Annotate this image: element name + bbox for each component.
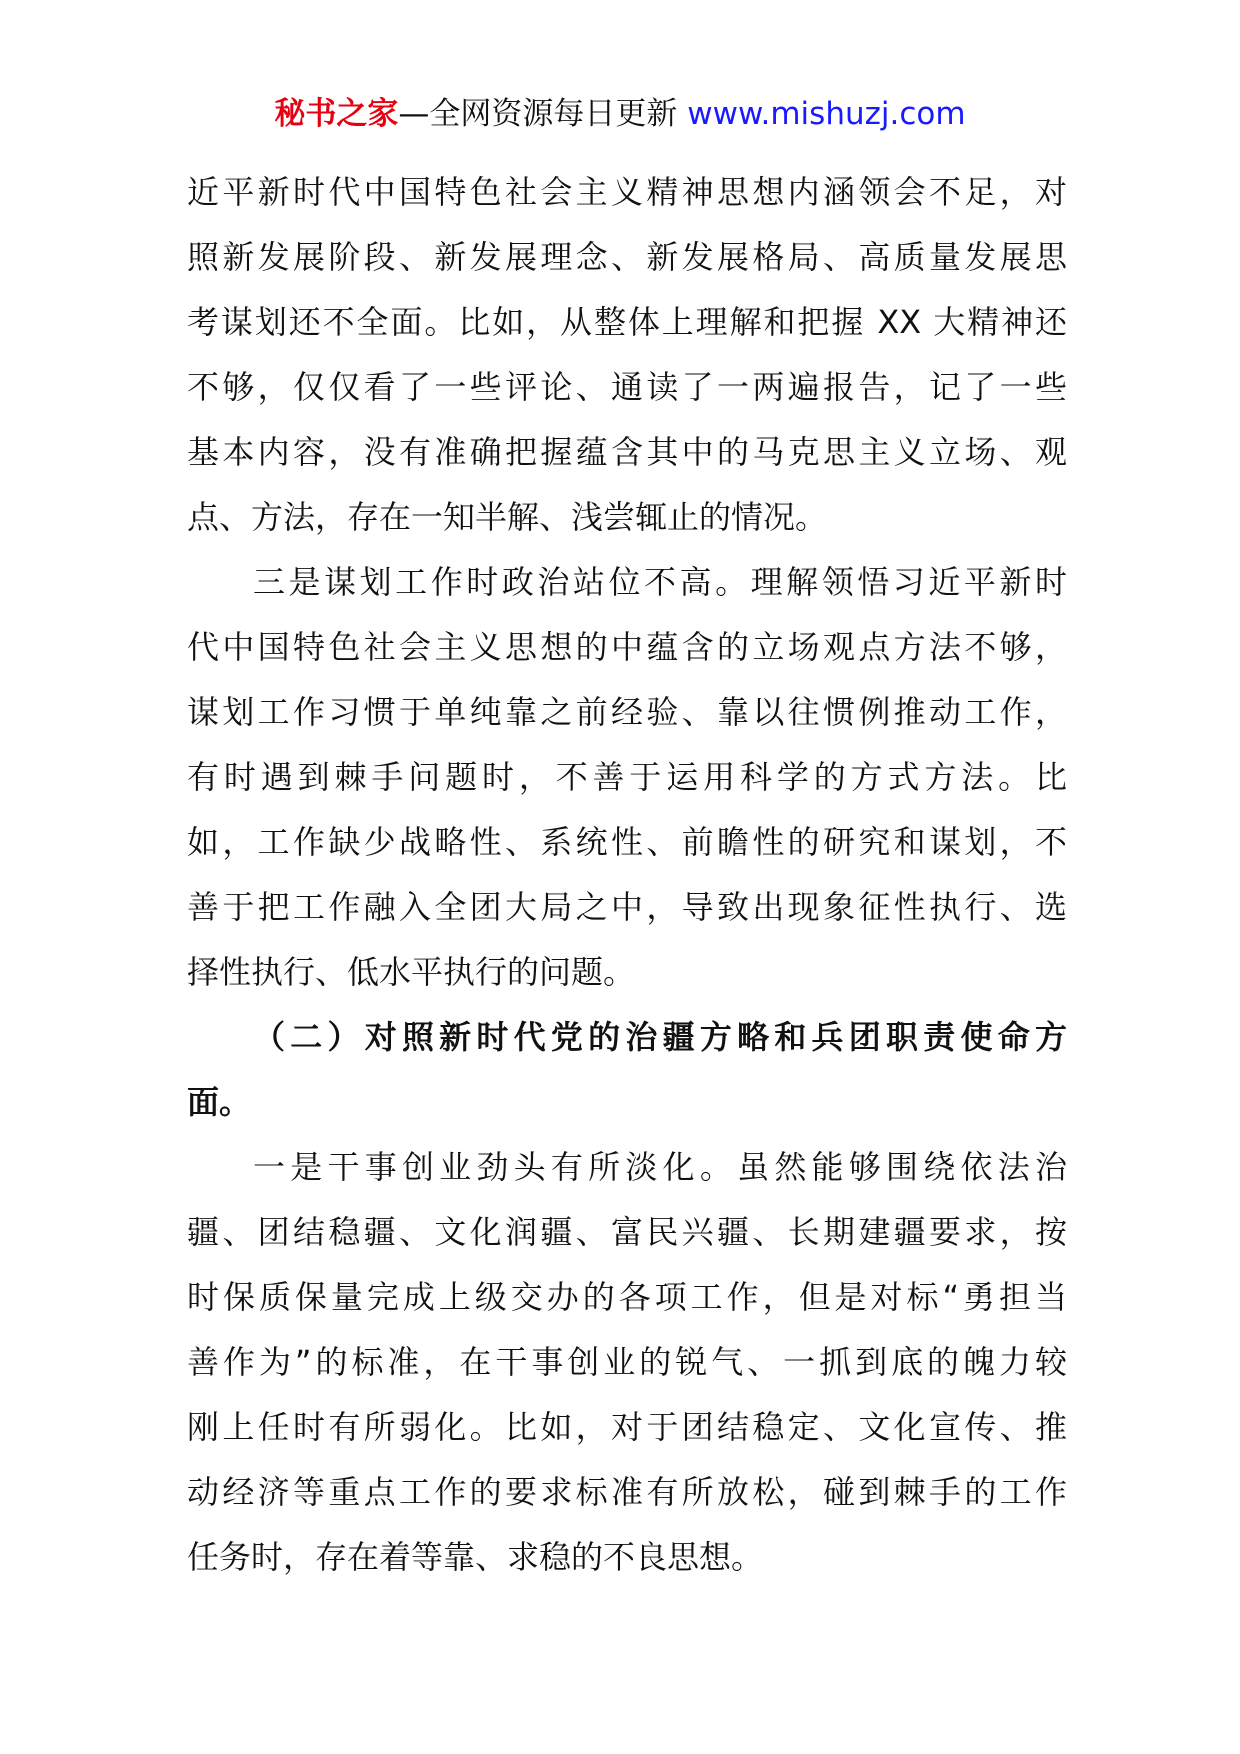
text-line: 照新发展阶段、新发展理念、新发展格局、高质量发展思: [187, 238, 1067, 276]
section-heading-line: （二）对照新时代党的治疆方略和兵团职责使命方: [253, 1018, 1067, 1056]
site-brand: 秘书之家: [274, 96, 399, 132]
text-line: 点、方法，存在一知半解、浅尝辄止的情况。: [187, 498, 828, 536]
text-line: 疆、团结稳疆、文化润疆、富民兴疆、长期建疆要求，按: [187, 1213, 1067, 1251]
text-line: 善于把工作融入全团大局之中，导致出现象征性执行、选: [187, 888, 1067, 926]
text-line: 动经济等重点工作的要求标准有所放松，碰到棘手的工作: [187, 1473, 1067, 1511]
watermark-header: [0, 92, 1240, 136]
site-url: www.mishuzj.com: [687, 96, 966, 132]
paragraph-start-line: 一是干事创业劲头有所淡化。虽然能够围绕依法治: [253, 1148, 1067, 1186]
text-line: 如，工作缺少战略性、系统性、前瞻性的研究和谋划，不: [187, 823, 1067, 861]
site-tagline: —全网资源每日更新: [398, 96, 678, 132]
text-line: 不够，仅仅看了一些评论、通读了一两遍报告，记了一些: [187, 368, 1067, 406]
section-heading-line: 面。: [187, 1083, 252, 1121]
text-line: 代中国特色社会主义思想的中蕴含的立场观点方法不够，: [187, 628, 1067, 666]
text-line: 刚上任时有所弱化。比如，对于团结稳定、文化宣传、推: [187, 1408, 1067, 1446]
text-line: 善作为”的标准，在干事创业的锐气、一抓到底的魄力较: [187, 1343, 1067, 1381]
text-line: 任务时，存在着等靠、求稳的不良思想。: [187, 1538, 764, 1576]
text-line: 时保质保量完成上级交办的各项工作，但是对标“勇担当: [187, 1278, 1067, 1316]
text-line: 有时遇到棘手问题时，不善于运用科学的方式方法。比: [187, 758, 1067, 796]
document-body: [187, 160, 1067, 1590]
text-line: 谋划工作习惯于单纯靠之前经验、靠以往惯例推动工作，: [187, 693, 1067, 731]
text-line: 基本内容，没有准确把握蕴含其中的马克思主义立场、观: [187, 433, 1067, 471]
text-line: 择性执行、低水平执行的问题。: [187, 953, 636, 991]
text-line: 考谋划还不全面。比如，从整体上理解和把握 XX 大精神还: [187, 303, 1067, 341]
paragraph-start-line: 三是谋划工作时政治站位不高。理解领悟习近平新时: [253, 563, 1067, 601]
text-line: 近平新时代中国特色社会主义精神思想内涵领会不足，对: [187, 173, 1067, 211]
